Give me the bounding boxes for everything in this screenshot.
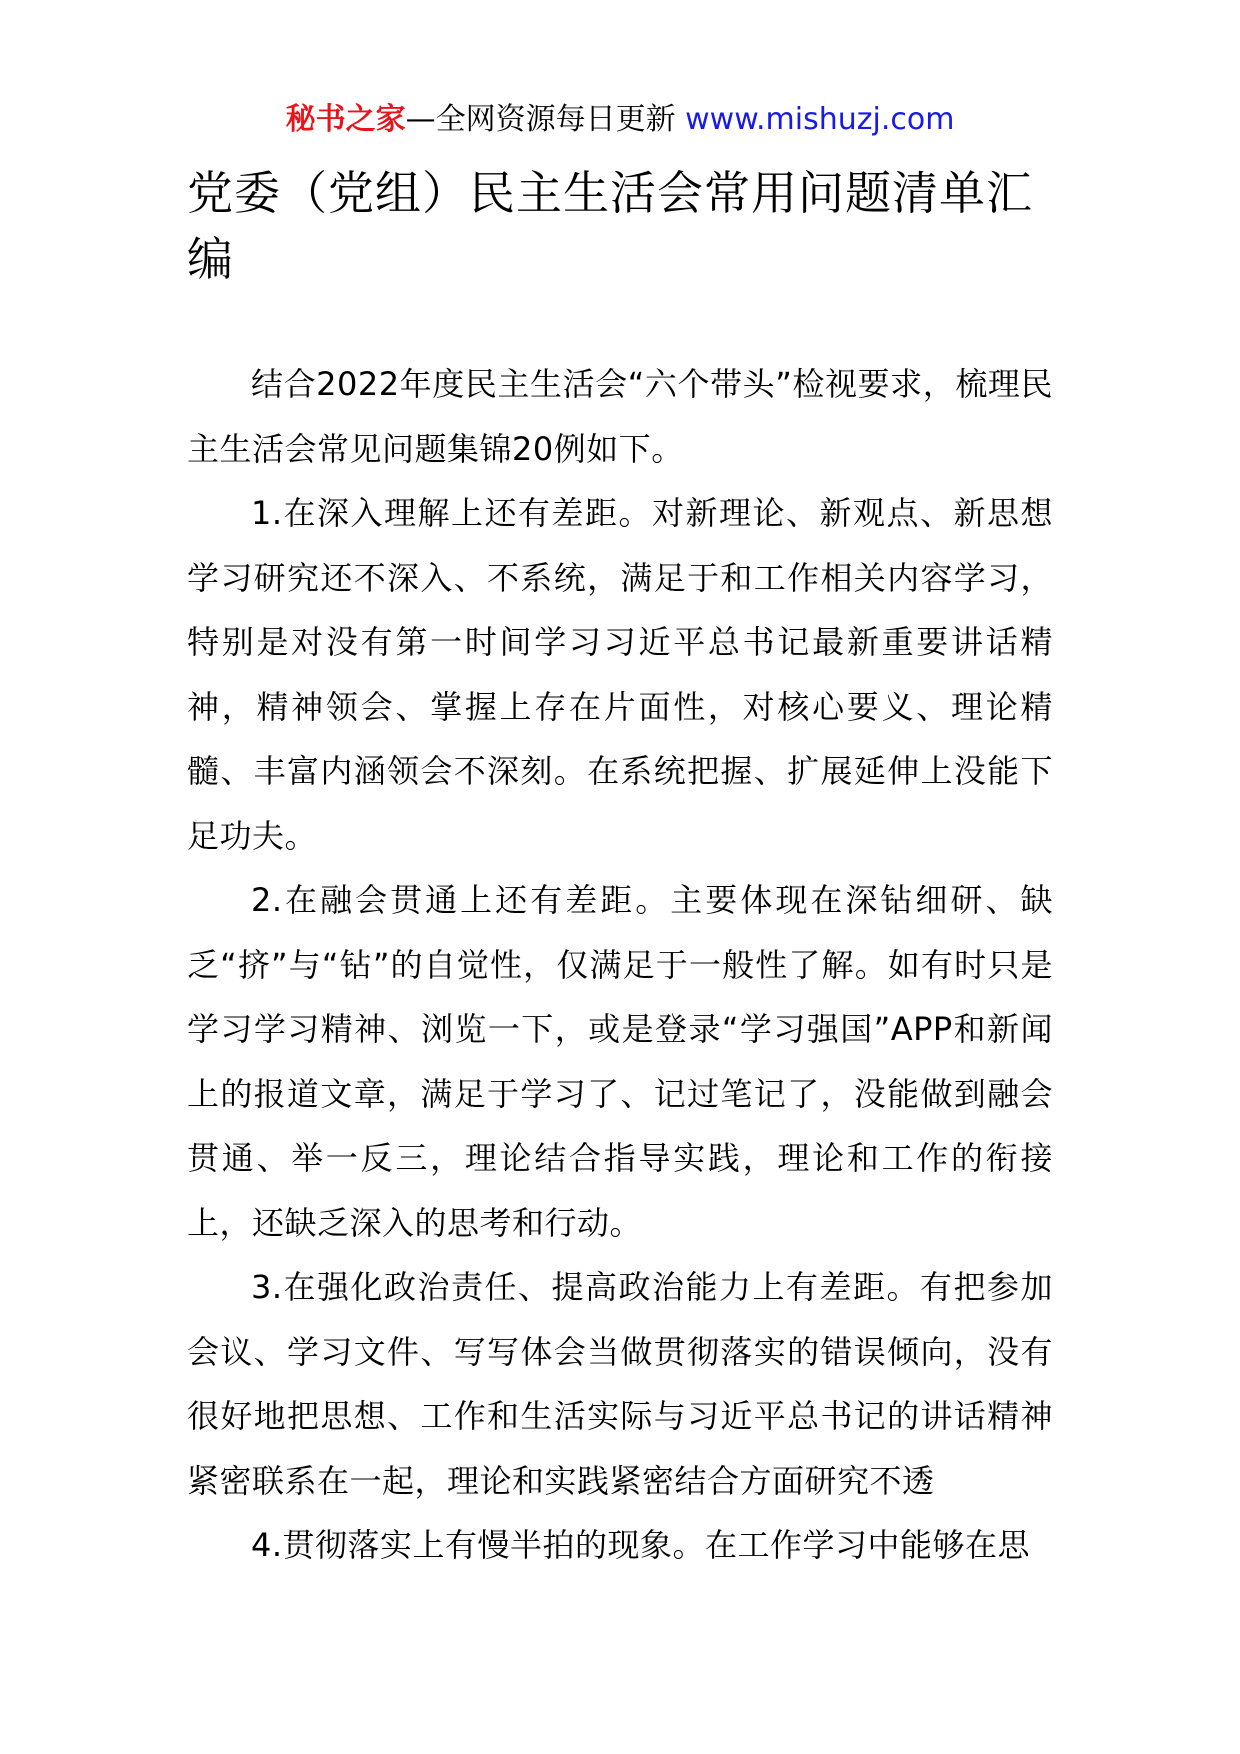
intro-paragraph: 结合2022年度民主生活会“六个带头”检视要求，梳理民主生活会常见问题集锦20例如下。 [187, 365, 1053, 468]
item-paragraph-3: 3.在强化政治责任、提高政治能力上有差距。有把参加会议、学习文件、写写体会当做贯彻落实的错误倾向，没有很好地把思想、工作和生活实际与习近平总书记的讲话精神紧密联系在一起，理论和实践紧密结合方面研究不透 [187, 1268, 1053, 1500]
item-paragraph-4: 4.贯彻落实上有慢半拍的现象。在工作学习中能够在思 [251, 1526, 1031, 1564]
item-paragraph-2: 2.在融会贯通上还有差距。主要体现在深钻细研、缺乏“挤”与“钻”的自觉性，仅满足于一般性了解。如有时只是学习学习精神、浏览一下，或是登录“学习强国”APP和新闻上的报道文章，满足于学习了、记过笔记了，没能做到融会贯通、举一反三，理论结合指导实践，理论和工作的衔接上，还缺乏深入的思考和行动。 [187, 881, 1053, 1242]
document-title: 党委（党组）民主生活会常用问题清单汇编 [187, 166, 1033, 286]
document-body [187, 352, 1053, 1578]
site-banner [0, 100, 1240, 140]
item-paragraph-1: 1.在深入理解上还有差距。对新理论、新观点、新思想学习研究还不深入、不系统，满足于和工作相关内容学习，特别是对没有第一时间学习习近平总书记最新重要讲话精神，精神领会、掌握上存在片面性，对核心要义、理论精髓、丰富内涵领会不深刻。在系统把握、扩展延伸上没能下足功夫。 [187, 494, 1053, 855]
banner-tagline: —全网资源每日更新 [405, 102, 676, 137]
site-link[interactable]: www.mishuzj.com [685, 102, 955, 137]
brand-name: 秘书之家 [285, 102, 406, 137]
